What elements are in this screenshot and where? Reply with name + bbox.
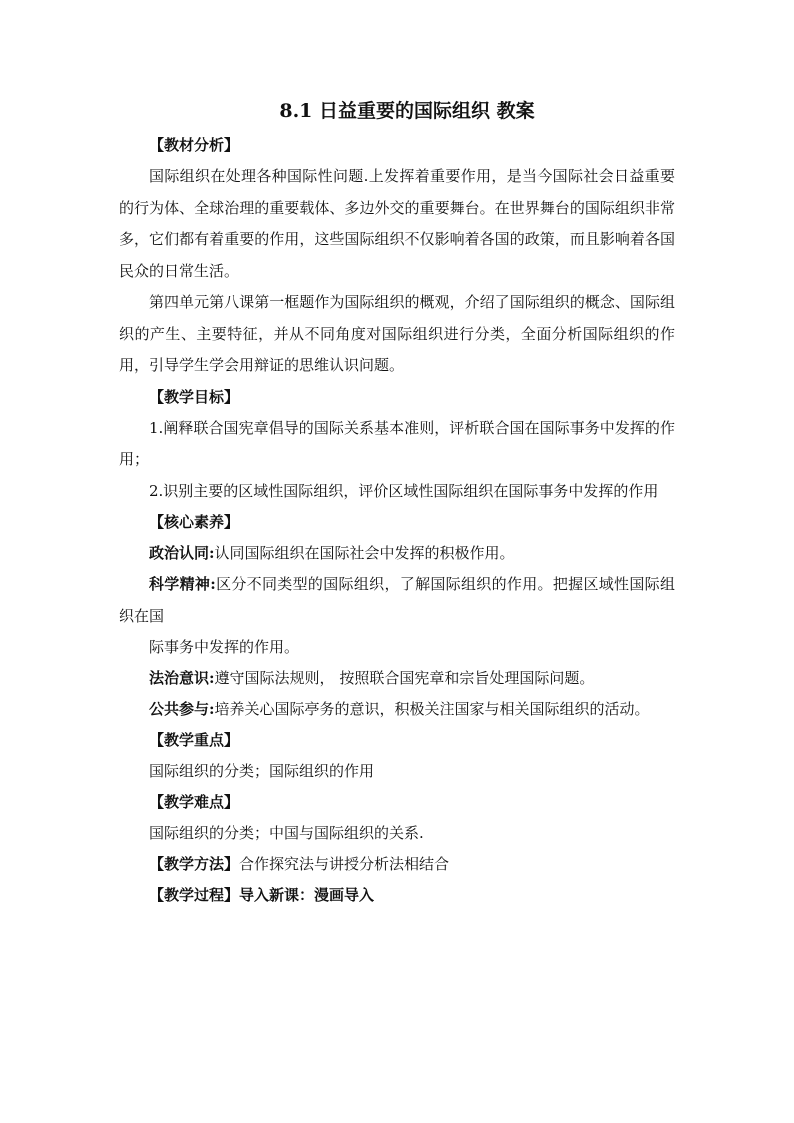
section-heading-core: 【核心素养】 [149,513,240,531]
analysis-paragraph-1: 国际组织在处理各种国际性问题.上发挥着重要作用，是当今国际社会日益重要的行为体、全球治理的重要载体、多边外交的重要舞台。在世界舞台的国际组织非常多，它们都有着重要的作用，这些国际组织不仅影响着各国的政策，而且影响着各国民众的日常生活。 [119,167,675,280]
method-line [119,849,675,880]
section-heading-goals: 【教学目标】 [149,387,240,406]
core-text: 培养关心国际亭务的意识，积极关注国家与相关国际组织的活动。 [214,700,650,718]
core-label: 政治认同: [149,544,215,562]
section-heading-method: 【教学方法】 [149,855,240,873]
core-item-law [119,663,675,694]
core-item-science [119,569,675,632]
core-text: 区分不同类型的国际组织，了解国际组织的作用。把握区域性国际组织在国 [119,575,675,625]
page-title: 8.1 日益重要的国际组织 教案 [279,100,535,122]
section-heading-difficulty: 【教学难点】 [149,793,240,811]
goal-item-2: 2.识别主要的区域性国际组织，评价区域性国际组织在国际事务中发挥的作用 [149,481,659,500]
process-text: 导入新课：漫画导入 [239,886,375,904]
analysis-paragraph-2: 第四单元第八课第一框题作为国际组织的概观，介绍了国际组织的概念、国际组织的产生、主要特征，并从不同角度对国际组织进行分类，全面分析国际组织的作用，引导学生学会用辩证的思维认识问题。 [119,293,675,374]
core-item-political [119,538,675,569]
focus-text: 国际组织的分类；国际组织的作用 [149,762,375,780]
core-text: 认同国际组织在国际社会中发挥的积极作用。 [214,544,515,562]
core-item-science-continued: 际事务中发挥的作用。 [149,638,300,656]
core-label: 法治意识: [149,669,215,687]
section-heading-focus: 【教学重点】 [149,731,240,749]
difficulty-text: 国际组织的分类；中国与国际组织的关系. [149,824,424,842]
core-item-participation [119,694,675,725]
section-heading-analysis: 【教材分析】 [149,136,240,154]
core-label: 公共参与: [149,700,215,718]
goal-item-1: 1.阐释联合国宪章倡导的国际关系基本准则，评析联合国在国际事务中发挥的作用； [119,418,675,468]
core-text: 遵守国际法规则， 按照联合国宪章和宗旨处理国际问题。 [214,669,595,687]
method-text: 合作探究法与讲授分析法相结合 [239,855,450,873]
process-line [119,880,675,911]
section-heading-process: 【教学过程】 [149,886,240,904]
document-page [119,96,675,911]
core-label: 科学精神: [149,575,216,593]
